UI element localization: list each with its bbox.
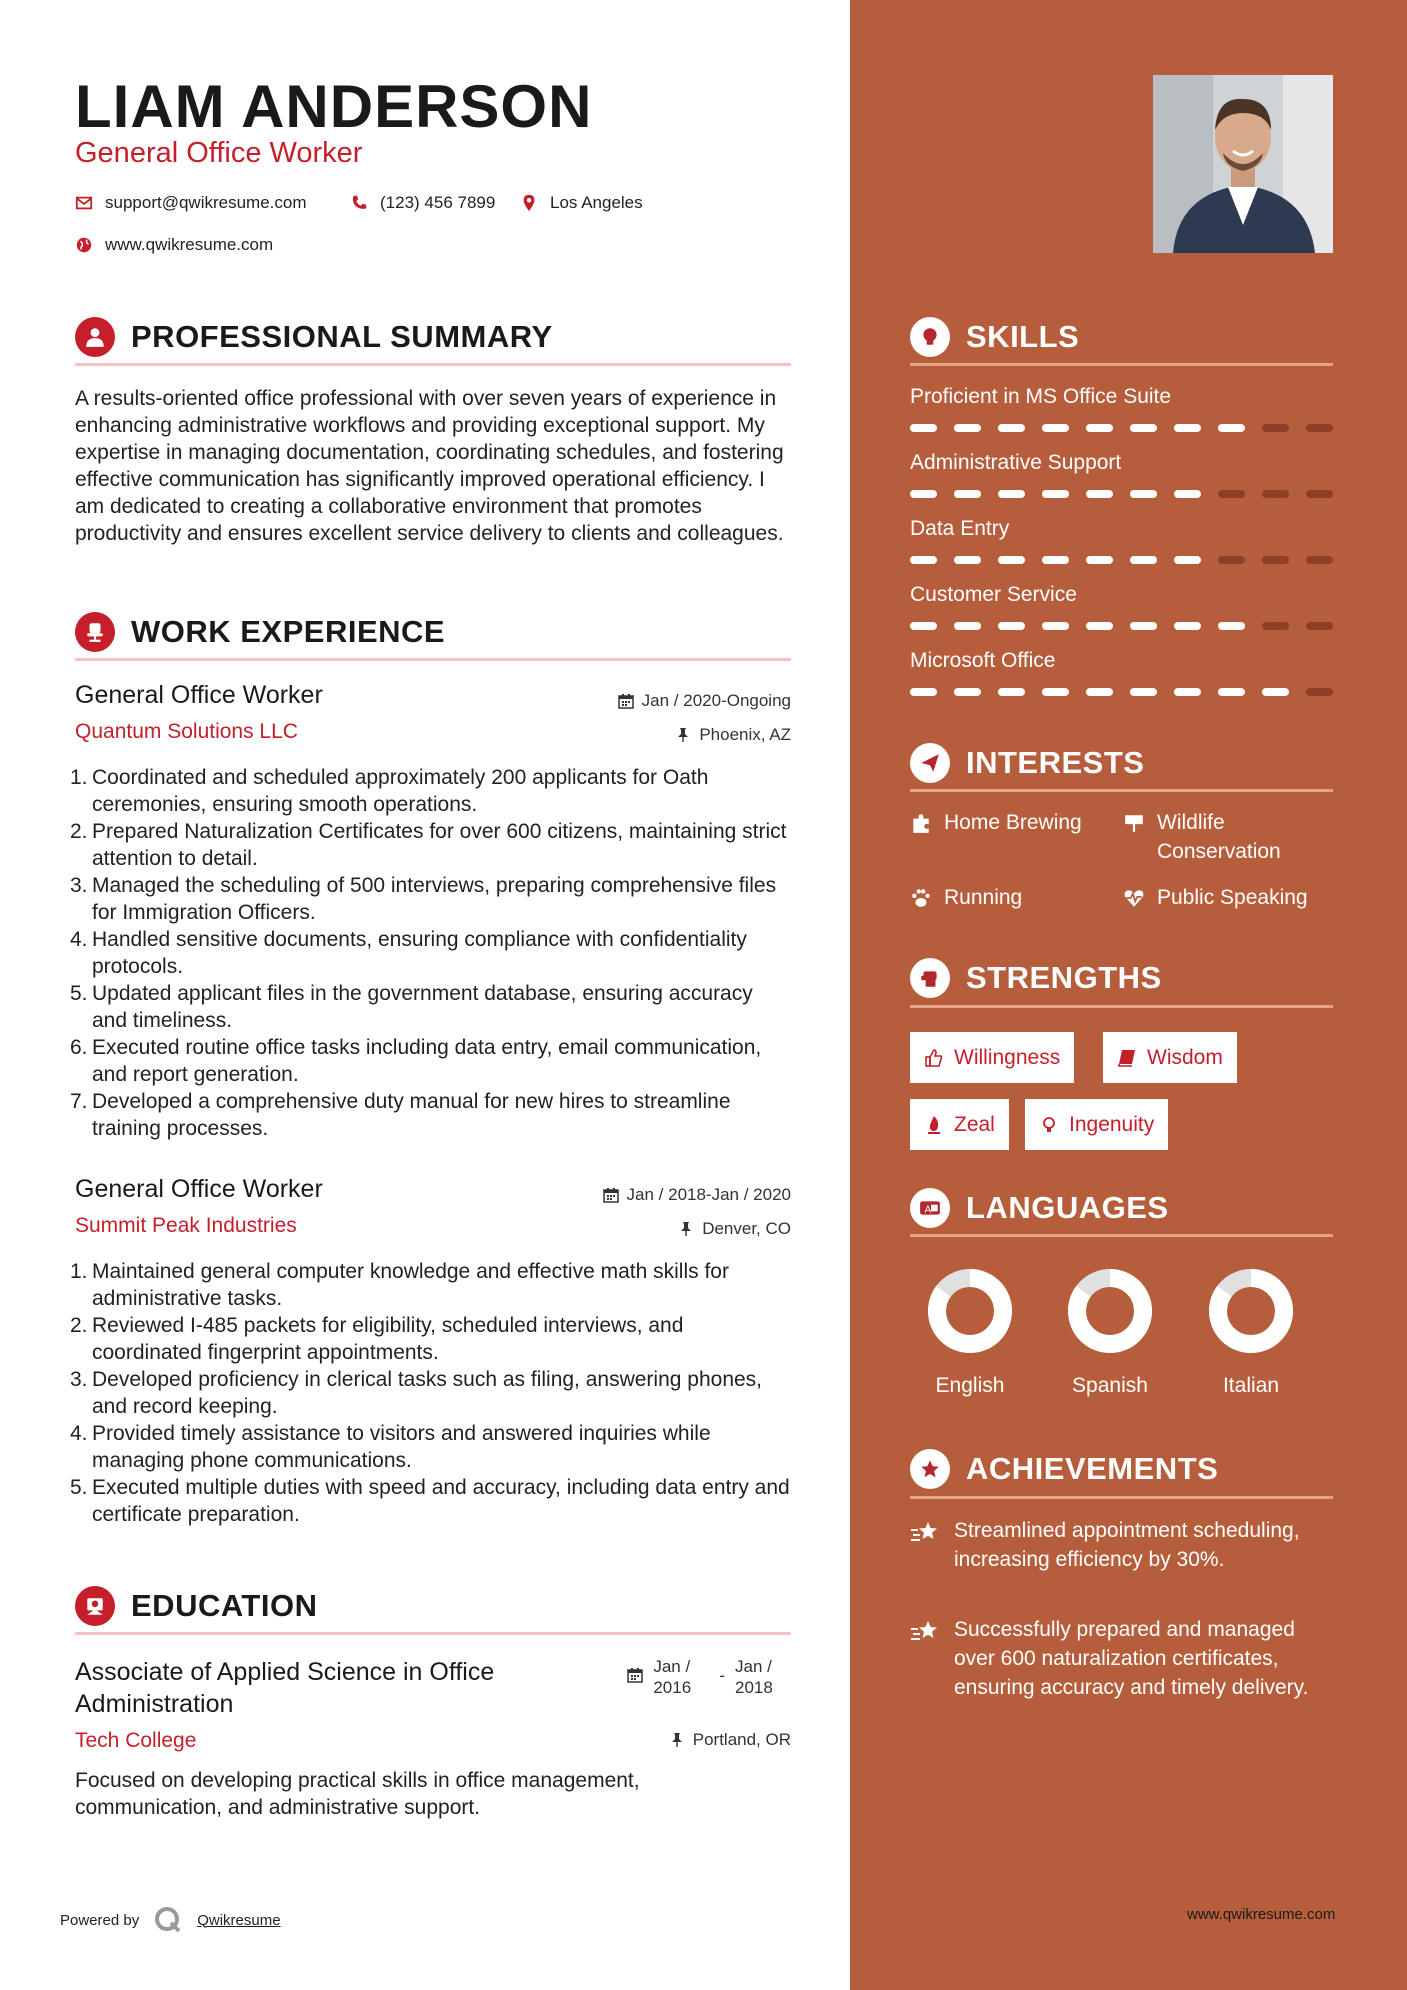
skill-segment [1306, 556, 1333, 564]
duty-text: Developed a comprehensive duty manual for new hires to streamline training processes. [92, 1090, 731, 1140]
skill-segment [954, 490, 981, 498]
envelope-icon [75, 194, 93, 212]
duty-text: Handled sensitive documents, ensuring compliance with confidentiality protocols. [92, 928, 747, 978]
interest-text: Home Brewing [944, 811, 1082, 834]
footer-powered [60, 1905, 281, 1935]
strength-wisdom [1103, 1032, 1237, 1083]
skill-segment [998, 424, 1025, 432]
job-2-duties [70, 1258, 792, 1528]
duty-text: Executed routine office tasks including data entry, email communication, and report generation. [92, 1036, 762, 1086]
strength-text: Willingness [954, 1045, 1061, 1069]
job-2-company: Summit Peak Industries [75, 1214, 297, 1237]
skill-segment [998, 622, 1025, 630]
education-start: Jan / 2016 [653, 1657, 692, 1697]
skill-segment [998, 688, 1025, 696]
qwikresume-logo-icon [153, 1905, 183, 1935]
duty-item: 7. Developed a comprehensive duty manual for new hires to streamline training processes. [70, 1090, 731, 1140]
strength-ingenuity [1025, 1099, 1168, 1150]
job-1-title: General Office Worker [75, 681, 323, 709]
experience-divider [75, 658, 791, 661]
pushpin-icon [675, 727, 691, 743]
duty-item: 3. Developed proficiency in clerical tasks such as filing, answering phones, and record keeping. [70, 1368, 763, 1418]
achievement-item [910, 1615, 1333, 1702]
fire-icon [924, 1115, 944, 1135]
skill-segment [1306, 622, 1333, 630]
duty-item: 5. Updated applicant files in the government database, ensuring accuracy and timeliness. [70, 982, 753, 1032]
user-icon [75, 317, 115, 357]
language-ring [927, 1268, 1013, 1354]
graduate-icon [75, 1586, 115, 1626]
skill-segment [1130, 556, 1157, 564]
skill-name: Data Entry [910, 517, 1010, 540]
job-2-location-text: Denver, CO [702, 1219, 791, 1238]
interests-title: INTERESTS [966, 745, 1145, 780]
skill-level-bar [910, 424, 1333, 432]
experience-heading [75, 610, 791, 654]
contact-location [520, 193, 643, 213]
skill-segment [1086, 556, 1113, 564]
duty-item: 4. Provided timely assistance to visitors and answered inquiries while managing phone communications. [70, 1422, 711, 1472]
skill-segment [1174, 424, 1201, 432]
map-pin-icon [520, 194, 538, 212]
skill-segment [1174, 622, 1201, 630]
skill-segment [998, 556, 1025, 564]
interests-divider [910, 789, 1333, 792]
education-dash: - [719, 1666, 725, 1685]
strengths-divider [910, 1005, 1333, 1008]
job-2-location [678, 1219, 791, 1239]
duty-item: 3. Managed the scheduling of 500 interviews, preparing comprehensive files for Immigration Officers. [70, 874, 777, 924]
skill-segment [1042, 556, 1069, 564]
website-text: www.qwikresume.com [105, 235, 274, 254]
powered-by-text: Powered by [60, 1911, 140, 1929]
summary-heading [75, 315, 791, 359]
skill-level-bar [910, 688, 1333, 696]
skill-segment [1130, 688, 1157, 696]
skill-segment [1130, 622, 1157, 630]
calendar-icon [618, 693, 634, 709]
achievement-text: Successfully prepared and managed over 600 naturalization certificates, ensuring accuracy and timely delivery. [954, 1618, 1309, 1699]
experience-title: WORK EXPERIENCE [131, 614, 446, 649]
interest-text: Public Speaking [1157, 886, 1308, 909]
duty-text: Provided timely assistance to visitors and answered inquiries while managing phone communications. [92, 1422, 711, 1472]
skill-segment [1262, 424, 1289, 432]
qwikresume-link[interactable]: Qwikresume [197, 1911, 281, 1929]
billboard-icon [1123, 812, 1145, 834]
skill-segment [1218, 688, 1245, 696]
education-heading [75, 1584, 791, 1628]
skill-segment [1042, 622, 1069, 630]
duty-item: 5. Executed multiple duties with speed and accuracy, including data entry and certificate preparation. [70, 1476, 790, 1526]
skill-segment [1262, 688, 1289, 696]
skill-segment [1174, 556, 1201, 564]
languages-divider [910, 1234, 1333, 1237]
location-text: Los Angeles [550, 193, 643, 212]
job-1-location [675, 725, 791, 745]
calendar-icon [603, 1187, 619, 1203]
skill-segment [954, 424, 981, 432]
summary-title: PROFESSIONAL SUMMARY [131, 319, 553, 354]
education-description: Focused on developing practical skills in office management, communication, and administrative support. [75, 1769, 640, 1819]
skill-segment [1306, 688, 1333, 696]
footer-site[interactable]: www.qwikresume.com [1187, 1906, 1336, 1923]
star-badge-icon [910, 1449, 950, 1489]
skill-segment [954, 688, 981, 696]
strength-text: Wisdom [1147, 1045, 1223, 1069]
achievement-item [910, 1516, 1333, 1574]
duty-text: Updated applicant files in the government database, ensuring accuracy and timeliness. [92, 982, 753, 1032]
duty-item: 4. Handled sensitive documents, ensuring compliance with confidentiality protocols. [70, 928, 747, 978]
job-2-dates-text: Jan / 2018-Jan / 2020 [626, 1185, 791, 1204]
contact-website[interactable] [75, 235, 273, 255]
language-name: English [935, 1374, 1005, 1397]
education-end: Jan / 2018 [735, 1657, 773, 1697]
paw-icon [910, 887, 932, 909]
candidate-name: LIAM ANDERSON [75, 73, 593, 140]
skill-segment [1218, 622, 1245, 630]
interest-wildlife-conservation [1123, 808, 1333, 866]
skill-segment [1130, 490, 1157, 498]
language-english [915, 1268, 1025, 1398]
skill-level-bar [910, 556, 1333, 564]
book-icon [1117, 1048, 1137, 1068]
skill-segment [1306, 424, 1333, 432]
strength-zeal [910, 1099, 1009, 1150]
duty-text: Executed multiple duties with speed and accuracy, including data entry and certificate preparation. [92, 1476, 790, 1526]
skill-segment [910, 556, 937, 564]
phone-text: (123) 456 7899 [380, 193, 496, 212]
languages-title: LANGUAGES [966, 1190, 1169, 1225]
skill-name: Proficient in MS Office Suite [910, 385, 1172, 408]
duty-item: 1. Coordinated and scheduled approximately 200 applicants for Oath ceremonies, ensuring smooth operations. [70, 766, 709, 816]
profile-photo [1153, 75, 1333, 253]
skill-segment [1086, 688, 1113, 696]
skill-segment [1262, 490, 1289, 498]
skill-segment [1042, 490, 1069, 498]
summary-divider [75, 363, 791, 366]
skills-heading [910, 315, 1079, 359]
thumbs-up-icon [924, 1048, 944, 1068]
skill-segment [1086, 490, 1113, 498]
skill-segment [1086, 622, 1113, 630]
heartbeat-icon [1123, 887, 1145, 909]
calendar-icon [627, 1667, 643, 1683]
school-name: Tech College [75, 1729, 197, 1752]
office-chair-icon [75, 612, 115, 652]
language-ring [1067, 1268, 1153, 1354]
achievements-heading [910, 1447, 1218, 1491]
lightbulb-icon [910, 317, 950, 357]
skill-name: Administrative Support [910, 451, 1122, 474]
skill-segment [1042, 424, 1069, 432]
interest-running [910, 883, 1022, 912]
duty-item: 2. Reviewed I-485 packets for eligibility, scheduled interviews, and coordinated fingerprint appointments. [70, 1314, 684, 1364]
strengths-heading [910, 956, 1162, 1000]
skill-segment [954, 622, 981, 630]
duty-text: Reviewed I-485 packets for eligibility, scheduled interviews, and coordinated fingerprint appointments. [92, 1314, 684, 1364]
duty-item: 6. Executed routine office tasks including data entry, email communication, and report generation. [70, 1036, 762, 1086]
education-location-text: Portland, OR [692, 1730, 791, 1749]
skill-segment [1218, 556, 1245, 564]
strength-willingness [910, 1032, 1074, 1083]
shooting-star-icon [910, 1520, 940, 1546]
job-1-dates-text: Jan / 2020-Ongoing [641, 691, 791, 710]
duty-text: Developed proficiency in clerical tasks such as filing, answering phones, and record keeping. [92, 1368, 763, 1418]
strength-text: Zeal [954, 1112, 995, 1136]
skill-name: Microsoft Office [910, 649, 1056, 672]
job-2-dates [603, 1185, 791, 1205]
skill-segment [910, 490, 937, 498]
email-text: support@qwikresume.com [105, 193, 307, 212]
puzzle-icon [910, 812, 932, 834]
achievements-title: ACHIEVEMENTS [966, 1451, 1219, 1486]
duty-item: 2. Prepared Naturalization Certificates for over 600 citizens, maintaining strict attention to detail. [70, 820, 787, 870]
skill-segment [998, 490, 1025, 498]
strength-text: Ingenuity [1069, 1112, 1155, 1136]
education-location [669, 1730, 791, 1750]
pushpin-icon [669, 1732, 685, 1748]
skill-level-bar [910, 490, 1333, 498]
skill-segment [1174, 490, 1201, 498]
job-1-location-text: Phoenix, AZ [699, 725, 791, 744]
interest-text: Running [944, 886, 1023, 909]
education-divider [75, 1632, 791, 1635]
skill-segment [910, 424, 937, 432]
skill-segment [1086, 424, 1113, 432]
skill-segment [1262, 622, 1289, 630]
shooting-star-icon [910, 1619, 940, 1645]
duty-text: Managed the scheduling of 500 interviews, preparing comprehensive files for Immigration Officers. [92, 874, 777, 924]
pushpin-icon [678, 1221, 694, 1237]
skill-name: Customer Service [910, 583, 1077, 606]
bulb-icon [1039, 1115, 1059, 1135]
language-name: Italian [1222, 1374, 1280, 1397]
job-1-duties [70, 764, 792, 1142]
interests-heading [910, 741, 1144, 785]
paper-plane-icon [910, 743, 950, 783]
job-1-company: Quantum Solutions LLC [75, 720, 298, 743]
duty-text: Coordinated and scheduled approximately 200 applicants for Oath ceremonies, ensuring smooth operations. [92, 766, 709, 816]
degree-title: Associate of Applied Science in Office Administration [75, 1658, 495, 1718]
education-dates [627, 1656, 791, 1698]
languages-heading [910, 1186, 1169, 1230]
skill-segment [1218, 490, 1245, 498]
language-italian [1196, 1268, 1306, 1398]
interest-text: Wildlife Conservation [1157, 811, 1281, 863]
globe-icon [75, 236, 93, 254]
interest-home-brewing [910, 808, 1082, 837]
interest-public-speaking [1123, 883, 1308, 912]
education-title: EDUCATION [131, 1588, 318, 1623]
skill-segment [1218, 424, 1245, 432]
contact-phone[interactable] [350, 193, 495, 213]
skill-level-bar [910, 622, 1333, 630]
skill-segment [954, 556, 981, 564]
language-spanish [1055, 1268, 1165, 1398]
skills-divider [910, 363, 1333, 366]
skills-title: SKILLS [966, 319, 1080, 354]
duty-text: Maintained general computer knowledge and effective math skills for administrative tasks. [92, 1260, 729, 1310]
fist-icon [910, 958, 950, 998]
translate-icon [910, 1188, 950, 1228]
duty-text: Prepared Naturalization Certificates for over 600 citizens, maintaining strict attention to detail. [92, 820, 787, 870]
candidate-title: General Office Worker [75, 137, 363, 169]
skill-segment [1174, 688, 1201, 696]
achievements-divider [910, 1496, 1333, 1499]
skill-segment [910, 622, 937, 630]
skill-segment [1130, 424, 1157, 432]
svg-text:A: A [924, 1204, 932, 1216]
skill-segment [1042, 688, 1069, 696]
strengths-title: STRENGTHS [966, 960, 1162, 995]
skill-segment [1262, 556, 1289, 564]
job-1-dates [618, 691, 791, 711]
language-name: Spanish [1072, 1374, 1148, 1397]
achievement-text: Streamlined appointment scheduling, increasing efficiency by 30%. [954, 1519, 1300, 1571]
job-2-title: General Office Worker [75, 1175, 323, 1203]
skill-segment [1306, 490, 1333, 498]
duty-item: 1. Maintained general computer knowledge and effective math skills for administrative tasks. [70, 1260, 729, 1310]
phone-icon [350, 194, 368, 212]
summary-text: A results-oriented office professional with over seven years of experience in enhancing administrative workflows and providing exceptional support. My expertise in managing documentation, coordinating schedules, and fostering effective communication has significantly improved operational efficiency. I am dedicated to creating a collaborative environment that promotes productivity and ensures excellent service delivery to clients and colleagues. [75, 387, 784, 545]
skill-segment [910, 688, 937, 696]
contact-email[interactable] [75, 193, 307, 213]
language-ring [1208, 1268, 1294, 1354]
